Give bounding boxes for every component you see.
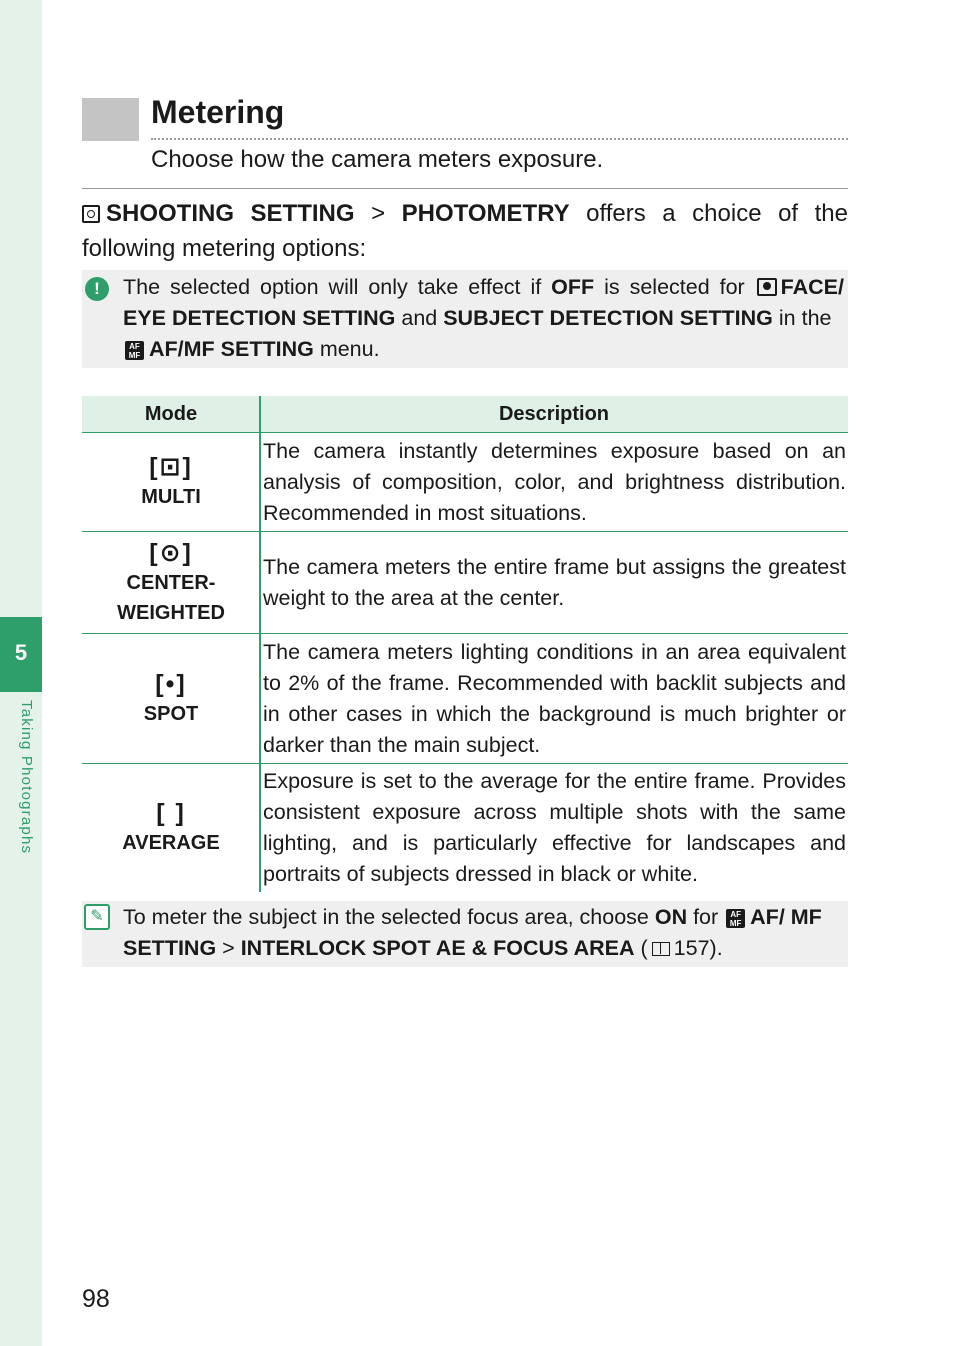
chapter-number: 5 xyxy=(14,640,28,665)
caution-text-2: is selected for xyxy=(604,275,745,299)
note-separator: > xyxy=(222,936,235,960)
face-detection-icon xyxy=(757,278,777,296)
mode-description: The camera meters the entire frame but assigns the greatest weight to the area at the center. xyxy=(263,554,846,610)
shooting-menu-icon xyxy=(82,205,100,223)
column-mode: Mode xyxy=(144,403,198,425)
chapter-label: Taking Photographs xyxy=(18,700,35,855)
center-weighted-icon: [⊙] xyxy=(149,538,193,567)
menu-photometry: PHOTOMETRY xyxy=(401,200,570,227)
metering-table xyxy=(82,396,848,892)
multi-metering-icon: [⊡] xyxy=(149,453,193,481)
note-page-ref: 157). xyxy=(673,936,723,960)
note-ref-open: ( xyxy=(640,936,648,960)
column-divider xyxy=(259,433,261,531)
note-box xyxy=(82,901,848,967)
caution-afmf-setting: AF/MF SETTING xyxy=(149,337,314,361)
intro-text: offers a choice of the following metering options: xyxy=(82,200,848,262)
afmf-menu-icon: AF MF xyxy=(125,341,144,360)
mode-cell xyxy=(82,532,260,633)
note-text-1: To meter the subject in the selected focus area, choose xyxy=(123,905,649,929)
table-row xyxy=(82,764,848,892)
mode-cell xyxy=(82,634,260,763)
column-description: Description xyxy=(498,403,610,425)
note-afmf-setting: AF/ MF SETTING xyxy=(123,905,822,960)
title-marker xyxy=(82,98,139,141)
mode-description: The camera instantly determines exposure based on an analysis of composition, color, and brightness distribution. Recommended in most situations. xyxy=(263,438,846,525)
note-on: ON xyxy=(654,905,688,929)
table-row xyxy=(82,532,848,634)
intro-paragraph xyxy=(82,196,848,266)
page-reference-icon xyxy=(652,942,670,956)
caution-face-setting: FACE/ EYE DETECTION SETTING xyxy=(123,275,844,330)
caution-menu: menu. xyxy=(319,337,380,361)
page-number: 98 xyxy=(82,1285,110,1313)
note-interlock-setting: INTERLOCK SPOT AE & FOCUS AREA xyxy=(240,936,635,960)
caution-box xyxy=(82,270,848,368)
note-icon: ✎ xyxy=(84,904,110,930)
mode-description: The camera meters lighting conditions in an area equivalent to 2% of the frame. Recommended with backlit subjects and in other cases in which the background is much brighter or darker than the main subject. xyxy=(263,639,846,757)
caution-text-3: in the xyxy=(778,306,832,330)
page-subtitle: Choose how the camera meters exposure. xyxy=(151,146,604,173)
column-divider xyxy=(259,532,261,633)
note-text xyxy=(123,902,844,964)
caution-subject-setting: SUBJECT DETECTION SETTING xyxy=(443,306,773,330)
mode-description: Exposure is set to the average for the entire frame. Provides consistent exposure across multiple shots with the same lighting, and is particularly effective for landscapes and portraits of subjects dressed in black or white. xyxy=(263,769,846,886)
column-divider xyxy=(259,764,261,892)
caution-text-1: The selected option will only take effect if xyxy=(123,275,542,299)
caution-text xyxy=(123,272,844,365)
average-metering-icon: [ ] xyxy=(156,799,186,827)
afmf-menu-icon: AF MF xyxy=(726,909,745,928)
table-row xyxy=(82,433,848,532)
mode-cell xyxy=(82,764,260,892)
section-rule xyxy=(82,188,848,189)
caution-off: OFF xyxy=(551,275,595,299)
caution-icon: ! xyxy=(85,277,109,301)
mode-name: SPOT xyxy=(143,702,199,725)
menu-shooting-setting: SHOOTING SETTING xyxy=(106,200,355,227)
spot-metering-icon: [•] xyxy=(155,669,187,698)
caution-and: and xyxy=(401,306,438,330)
mode-name: CENTER-WEIGHTED xyxy=(117,571,225,624)
table-header xyxy=(82,396,848,433)
menu-separator: > xyxy=(371,200,386,227)
page-title: Metering xyxy=(151,94,285,130)
column-divider xyxy=(259,634,261,763)
table-row xyxy=(82,634,848,764)
mode-cell xyxy=(82,433,260,531)
mode-name: AVERAGE xyxy=(122,832,220,854)
note-text-2: for xyxy=(693,905,719,929)
title-divider xyxy=(151,138,848,140)
mode-name: MULTI xyxy=(141,486,201,508)
